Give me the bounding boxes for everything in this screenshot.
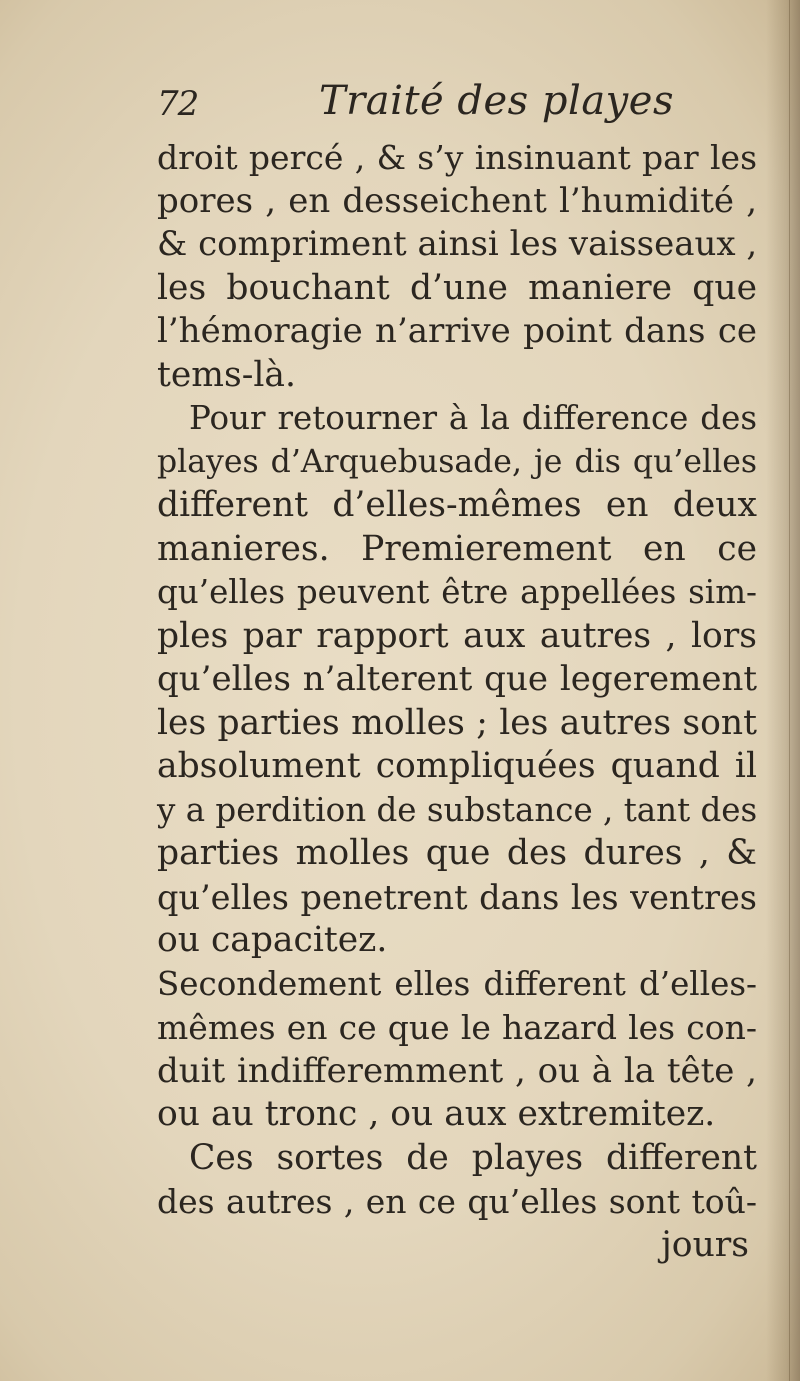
- catchword: jours: [661, 1224, 749, 1265]
- text-line: Secondement elles different d’elles-: [157, 964, 757, 1003]
- text-line: ou capacitez.: [157, 920, 388, 960]
- text-line: qu’elles n’alterent que legerement: [157, 659, 757, 699]
- text-line: ou au tronc , ou aux extremitez.: [157, 1094, 716, 1134]
- text-line: les bouchant d’une maniere que: [157, 267, 757, 308]
- text-line: Ces sortes de playes different: [189, 1137, 757, 1178]
- text-line: playes d’Arquebusade, je dis qu’elles: [157, 443, 757, 480]
- text-line: des autres , en ce qu’elles sont toû-: [157, 1182, 757, 1221]
- text-line: ples par rapport aux autres , lors: [157, 615, 757, 656]
- running-title: Traité des playes: [319, 78, 674, 124]
- page-number: 72: [157, 84, 199, 124]
- text-line: different d’elles-mêmes en deux: [157, 485, 757, 525]
- text-line: les parties molles ; les autres sont: [157, 702, 757, 743]
- text-line: manieres. Premierement en ce: [157, 528, 757, 569]
- text-line: qu’elles penetrent dans les ventres: [157, 877, 757, 917]
- text-line: mêmes en ce que le hazard les con-: [157, 1008, 757, 1047]
- text-line: l’hémoragie n’arrive point dans ce: [157, 311, 757, 351]
- text-line: y a perdition de substance , tant des: [157, 790, 758, 829]
- text-line: droit percé , & s’y insinuant par les: [157, 138, 757, 177]
- page-edge-shadow: [766, 0, 800, 1381]
- text-line: absolument compliquées quand il: [157, 746, 757, 786]
- text-line: pores , en desseichent l’humidité ,: [157, 180, 757, 221]
- text-line: qu’elles peuvent être appellées sim-: [157, 573, 757, 611]
- text-line: tems-là.: [157, 354, 296, 395]
- page-header: [157, 78, 757, 136]
- text-line: Pour retourner à la difference des: [189, 399, 757, 437]
- text-line: & compriment ainsi les vaisseaux ,: [157, 224, 758, 264]
- page-edge-line: [789, 0, 790, 1381]
- text-line: duit indifferemment , ou à la tête ,: [157, 1050, 757, 1091]
- page-text-block: [157, 78, 757, 1267]
- text-line: parties molles que des dures , &: [157, 833, 757, 873]
